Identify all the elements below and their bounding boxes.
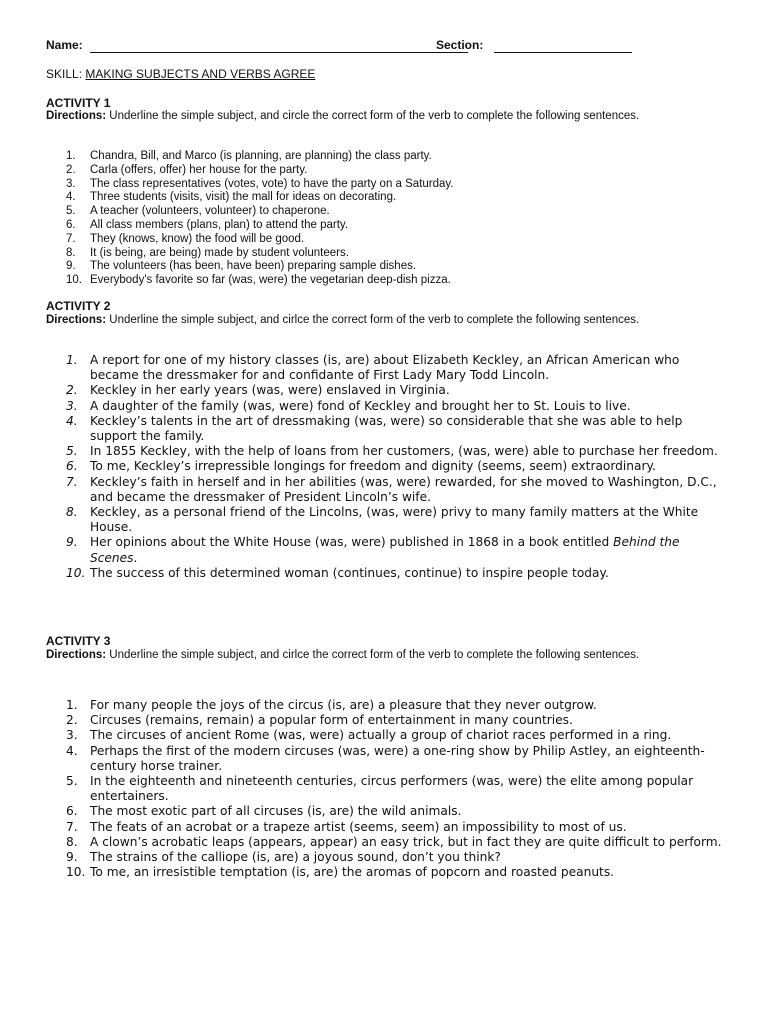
list-item: 4. Keckley’s talents in the art of dressmaking (was, were) so considerable that she was able to help support the family.	[66, 413, 683, 444]
list-item: 1. Chandra, Bill, and Marco (is planning, are planning) the class party.	[66, 150, 432, 162]
list-item: 9. The strains of the calliope (is, are) a joyous sound, don’t you think?	[66, 850, 501, 865]
name-label: Name:	[46, 38, 83, 52]
activity-3-list	[46, 698, 726, 880]
skill-label: SKILL:	[46, 67, 83, 81]
list-item: 9. The volunteers (has been, have been) preparing sample dishes.	[66, 260, 417, 273]
list-item: 7. Keckley’s faith in herself and in her abilities (was, were) rewarded, for she moved to Washington, D.C., and became the dressmaker of President Lincoln’s wife.	[66, 474, 717, 504]
list-item: 3. The class representatives (votes, vote) to have the party on a Saturday.	[66, 177, 454, 190]
directions-label: Directions:	[46, 649, 107, 661]
activity-1-heading: ACTIVITY 1	[46, 96, 111, 110]
activity-3-heading: ACTIVITY 3	[46, 634, 111, 648]
list-item: 3. The circuses of ancient Rome (was, were) actually a group of chariot races performed in a ring.	[66, 728, 672, 743]
activity-3-directions	[46, 649, 706, 663]
list-item: 5. In the eighteenth and nineteenth centuries, circus performers (was, were) the elite among popular entertainers.	[66, 774, 694, 804]
activity-2-heading: ACTIVITY 2	[46, 299, 111, 313]
list-item: 2. Carla (offers, offer) her house for the party.	[66, 163, 308, 176]
book-title: Behind the Scenes	[90, 535, 680, 565]
worksheet-header	[46, 38, 746, 56]
directions-label: Directions:	[46, 314, 107, 326]
list-item: 2. Circuses (remains, remain) a popular form of entertainment in many countries.	[66, 713, 573, 728]
activity-1-list	[46, 150, 726, 288]
list-item: 10. To me, an irresistible temptation (is, are) the aromas of popcorn and roasted peanuts.	[66, 865, 615, 880]
list-item: 3. A daughter of the family (was, were) fond of Keckley and brought her to St. Louis to live.	[66, 398, 631, 413]
activity-1-directions	[46, 110, 706, 124]
list-item: 10. The success of this determined woman (continues, continue) to inspire people today.	[66, 565, 609, 580]
list-item: 8. It (is being, are being) made by student volunteers.	[66, 246, 349, 259]
list-item: 1. A report for one of my history classes (is, are) about Elizabeth Keckley, an African American who became the dressmaker for and confidante of First Lady Mary Todd Lincoln.	[66, 353, 680, 383]
list-item: 8. A clown’s acrobatic leaps (appears, appear) an easy trick, but in fact they are quite difficult to perform.	[66, 834, 722, 849]
list-item: 8. Keckley, as a personal friend of the Lincolns, (was, were) privy to many family matters at the White House.	[66, 505, 699, 535]
list-item: 6. All class members (plans, plan) to attend the party.	[66, 218, 349, 231]
list-item: 4. Perhaps the first of the modern circuses (was, were) a one-ring show by Philip Astley, an eighteenth-century horse trainer.	[66, 743, 705, 773]
list-item: 10. Everybody's favorite so far (was, were) the vegetarian deep-dish pizza.	[66, 274, 451, 287]
directions-text: Underline the simple subject, and circle the correct form of the verb to complete the following sentences.	[106, 110, 640, 122]
list-item: 5. In 1855 Keckley, with the help of loans from her customers, (was, were) able to purchase her freedom.	[66, 444, 718, 459]
directions-text: Underline the simple subject, and cirlce the correct form of the verb to complete the following sentences.	[106, 314, 640, 326]
list-item: 1. For many people the joys of the circus (is, are) a pleasure that they never outgrow.	[66, 698, 597, 712]
name-blank-line	[90, 52, 468, 53]
list-item: 2. Keckley in her early years (was, were) enslaved in Virginia.	[66, 383, 450, 398]
activity-2-list	[46, 353, 726, 581]
list-item: 5. A teacher (volunteers, volunteer) to chaperone.	[66, 205, 330, 218]
list-item: 6. To me, Keckley’s irrepressible longings for freedom and dignity (seems, seem) extraordinary.	[66, 459, 656, 474]
directions-text: Underline the simple subject, and cirlce the correct form of the verb to complete the following sentences.	[106, 649, 640, 661]
list-item: 4. Three students (visits, visit) the mall for ideas on decorating.	[66, 191, 397, 204]
section-blank-line	[494, 52, 632, 53]
skill-title: MAKING SUBJECTS AND VERBS AGREE	[85, 67, 316, 81]
list-item: 9. Her opinions about the White House (was, were) published in 1868 in a book entitled Behind the Scenes.	[66, 535, 680, 565]
skill-line	[46, 67, 315, 81]
directions-label: Directions:	[46, 110, 107, 122]
activity-2-directions	[46, 314, 706, 328]
list-item: 6. The most exotic part of all circuses (is, are) the wild animals.	[66, 804, 462, 819]
list-item: 7. The feats of an acrobat or a trapeze artist (seems, seem) an impossibility to most of us.	[66, 819, 627, 834]
list-item: 7. They (knows, know) the food will be good.	[66, 232, 305, 245]
section-label: Section:	[436, 38, 484, 52]
